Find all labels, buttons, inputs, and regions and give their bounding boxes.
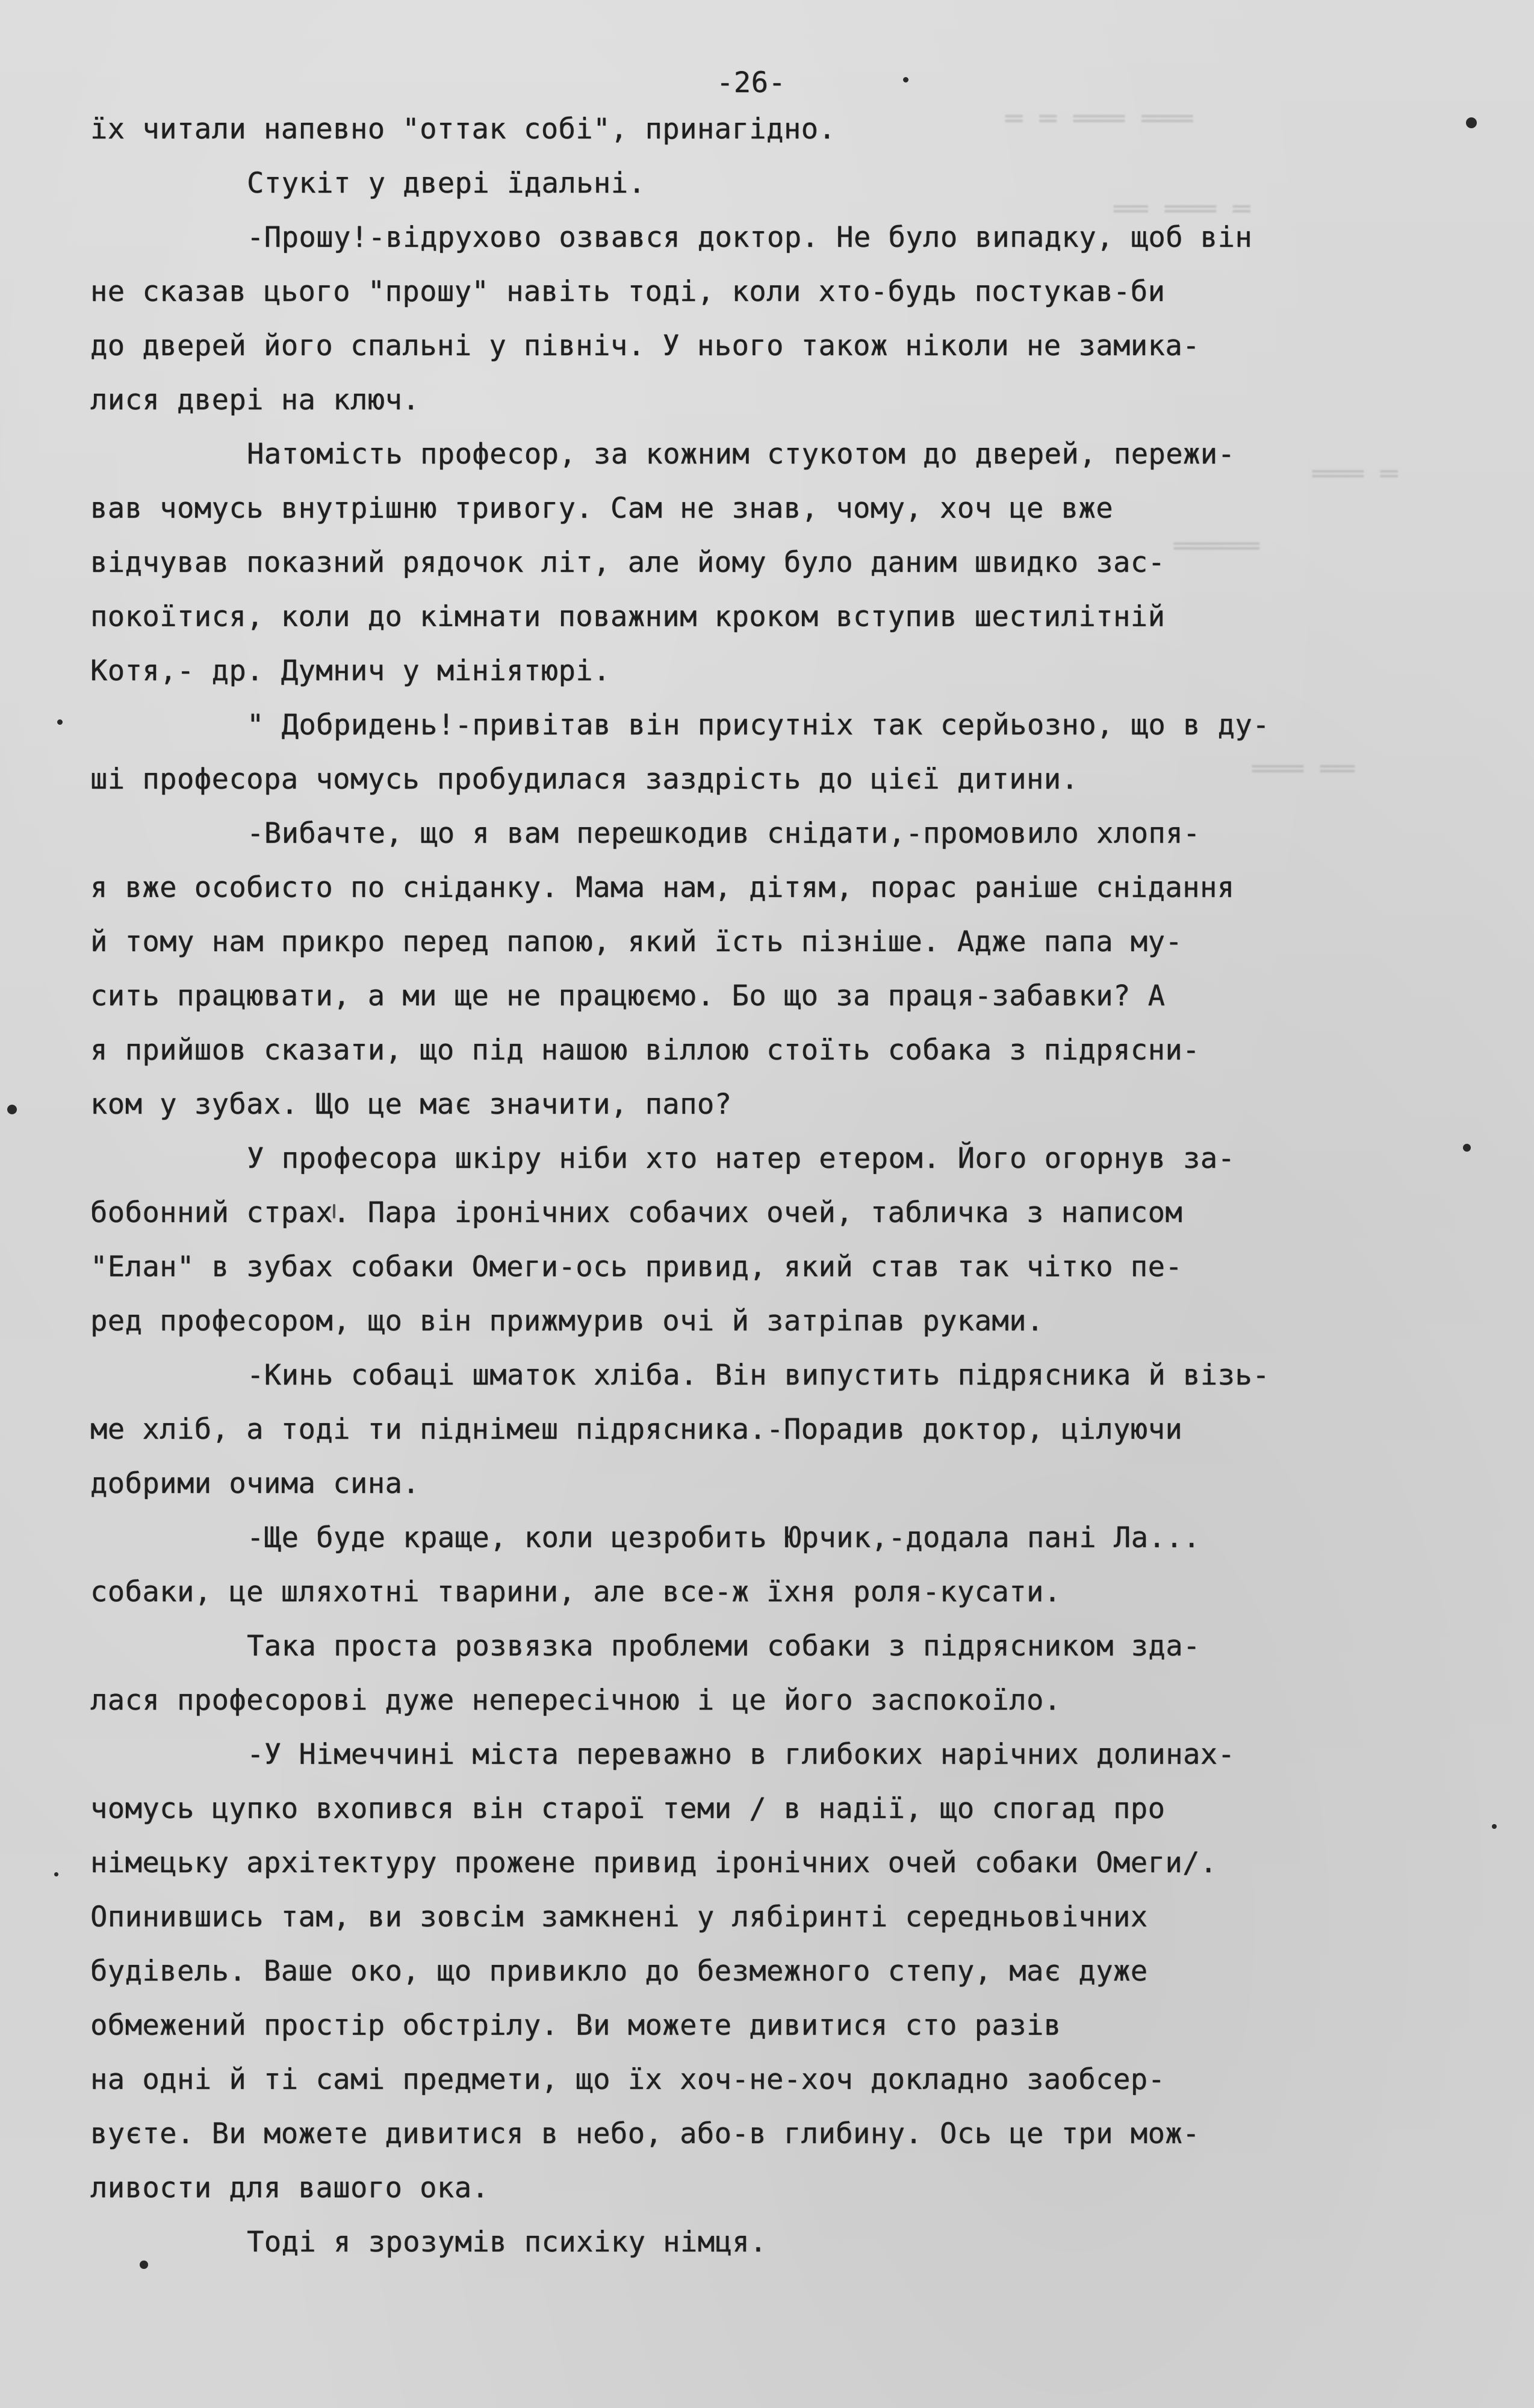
- text-line: будівель. Ваше око, що привикло до безмежного степу, має дуже: [90, 1955, 1148, 1988]
- text-line: й тому нам прикро перед папою, який їсть пізніше. Адже папа му-: [90, 925, 1183, 958]
- text-line: на одні й ті самі предмети, що їх хоч-не-хоч докладно заобсер-: [90, 2063, 1166, 2096]
- text-line: не сказав цього "прошу" навіть тоді, коли хто-будь постукав-би: [90, 275, 1166, 308]
- text-line: відчував показний рядочок літ, але йому було даним швидко зас-: [90, 546, 1166, 579]
- text-line: лися двері на ключ.: [90, 383, 420, 417]
- bleed-through-text: ═ ═ ═══ ═══: [1005, 102, 1193, 135]
- text-line: ливости для вашого ока.: [90, 2171, 489, 2205]
- text-line: я прийшов сказати, що під нашою віллою стоїть собака з підрясни-: [90, 1034, 1200, 1067]
- text-line: обмежений простір обстрілу. Ви можете дивитися сто разів: [90, 2009, 1061, 2042]
- text-line: покоїтися, коли до кімнати поважним кроком вступив шестилітній: [90, 600, 1166, 633]
- text-line: ші професора чомусь пробудилася заздрість до цієї дитини.: [90, 763, 1079, 796]
- text-line: Стукіт у двері їдальні.: [247, 167, 646, 200]
- bleed-through-text: ══ ═══ ═: [1114, 193, 1250, 226]
- text-line: Котя,- др. Думнич у мініятюрі.: [90, 654, 610, 687]
- text-line: -Прошу!-відрухово озвався доктор. Не було випадку, щоб він: [247, 221, 1253, 254]
- text-line: " Добридень!-привітав він присутніх так серйьозно, що в ду-: [247, 709, 1270, 742]
- text-line: Така проста розвязка проблеми собаки з підрясником зда-: [247, 1630, 1200, 1663]
- scan-speck: [903, 77, 908, 82]
- text-line: лася професорові дуже непересічною і це його заспокоїло.: [90, 1684, 1061, 1717]
- text-line: добрими очима сина.: [90, 1467, 420, 1500]
- bleed-through-text: ═══ ══: [1252, 752, 1355, 786]
- scan-speck: [57, 719, 63, 725]
- body-text: [90, 102, 1475, 2270]
- text-line: Натомість професор, за кожним стукотом до дверей, пережи-: [247, 438, 1235, 471]
- text-line: ред професором, що він прижмурив очі й затріпав руками.: [90, 1305, 1044, 1338]
- bleed-through-text: ═══ ═: [1312, 458, 1398, 491]
- text-line: -Ще буде краще, коли цезробить Юрчик,-додала пані Ла...: [247, 1521, 1200, 1554]
- page-number: -26-: [716, 66, 786, 99]
- text-line: чомусь цупко вхопився він старої теми / в надії, що спогад про: [90, 1792, 1166, 1825]
- scan-speck: [1492, 1824, 1497, 1829]
- scan-speck: [54, 1872, 58, 1876]
- text-line: ме хліб, а тоді ти піднімеш підрясника.-Порадив доктор, цілуючи: [90, 1413, 1183, 1446]
- text-line: -Кинь собаці шматок хліба. Він випустить підрясника й візь-: [247, 1359, 1270, 1392]
- bleed-through-text: ═════: [1174, 530, 1259, 563]
- text-line: вав чомусь внутрішню тривогу. Сам не знав, чому, хоч це вже: [90, 492, 1113, 525]
- text-line: У професора шкіру ніби хто натер етером. Його огорнув за-: [247, 1142, 1235, 1175]
- text-line: -У Німеччині міста переважно в глибоких нарічних долинах-: [247, 1738, 1235, 1771]
- text-line: Тоді я зрозумів психіку німця.: [247, 2226, 767, 2259]
- text-line: -Вибачте, що я вам перешкодив снідати,-промовило хлопя-: [247, 817, 1200, 850]
- text-line: сить працювати, а ми ще не працюємо. Бо що за праця-забавки? А: [90, 979, 1166, 1013]
- text-line: собаки, це шляхотні тварини, але все-ж їхня роля-кусати.: [90, 1575, 1061, 1609]
- text-line: я вже особисто по сніданку. Мама нам, дітям, порас раніше снідання: [90, 871, 1235, 904]
- text-line: "Елан" в зубах собаки Омеги-ось привид, який став так чітко пе-: [90, 1250, 1183, 1283]
- text-line: їх читали напевно "оттак собі", принагідно.: [90, 113, 836, 146]
- text-line: вуєте. Ви можете дивитися в небо, або-в глибину. Ось це три мож-: [90, 2117, 1200, 2150]
- text-line: німецьку архітектуру прожене привид іронічних очей собаки Омеги/.: [90, 1846, 1217, 1879]
- scan-speck: [7, 1105, 17, 1114]
- text-line: бобонний страх. Пара іронічних собачих очей, табличка з написом: [90, 1196, 1183, 1229]
- text-line: ком у зубах. Що це має значити, папо?: [90, 1088, 732, 1121]
- text-line: до дверей його спальні у північ. У нього також ніколи не замика-: [90, 329, 1200, 362]
- text-line: Опинившись там, ви зовсім замкнені у лябіринті середньовічних: [90, 1901, 1148, 1934]
